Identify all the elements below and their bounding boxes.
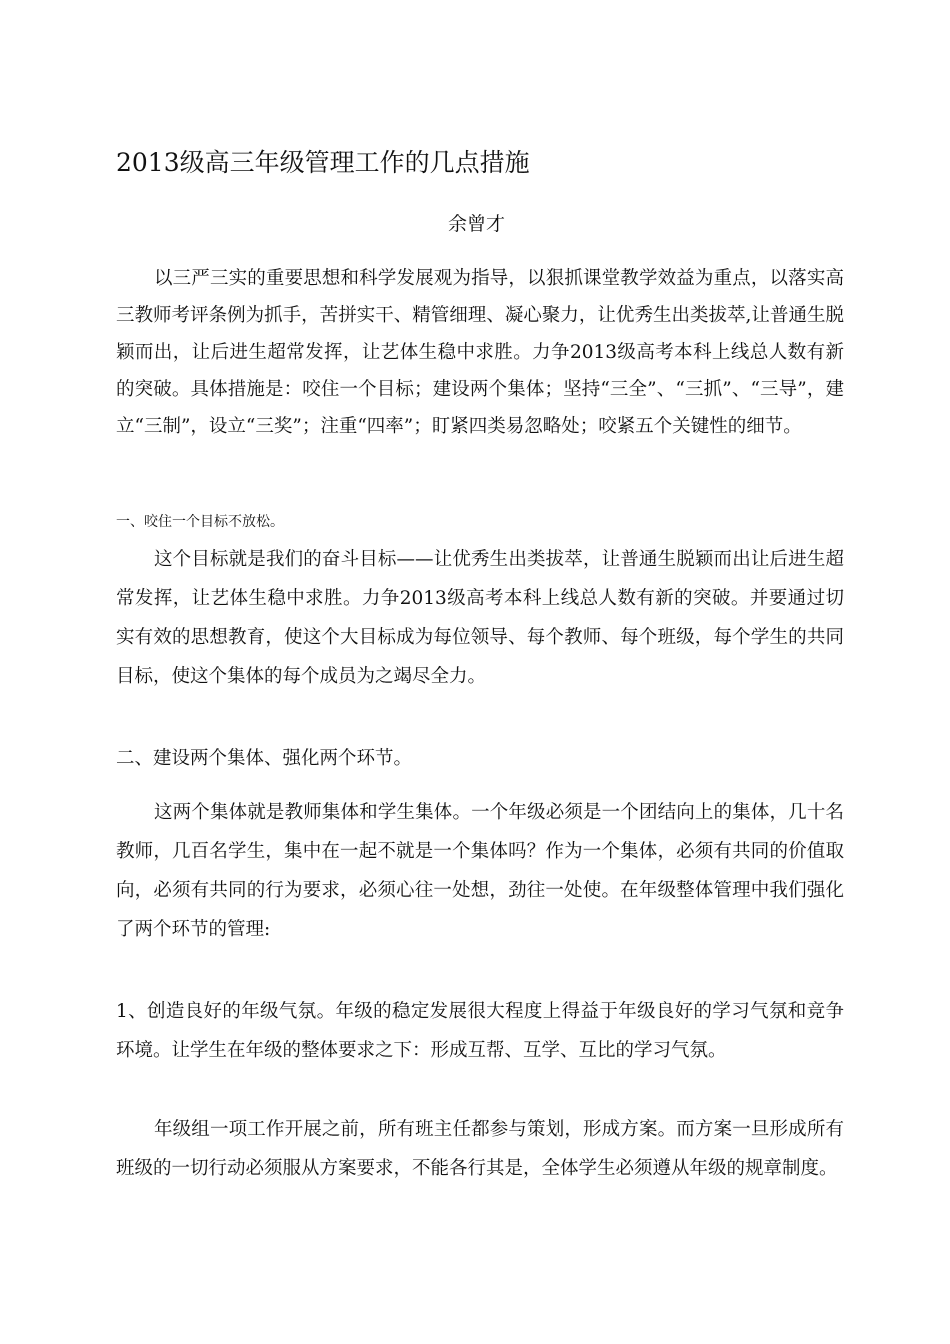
intro-paragraph: 以三严三实的重要思想和科学发展观为指导，以狠抓课堂教学效益为重点，以落实高三教师考评条例为抓手，苦拼实干、精管细理、凝心聚力，让优秀生出类拔萃,让普通生脱颖而出，让后进生超常发挥，让艺体生稳中求胜。力争2013级高考本科上线总人数有新的突破。具体措施是：咬住一个目标；建设两个集体；坚持“三全”、“三抓”、“三导”，建立“三制”，设立“三奖”；注重“四率”；盯紧四类易忽略处；咬紧五个关键性的细节。	[116, 268, 844, 437]
item1-continuation-paragraph: 年级组一项工作开展之前，所有班主任都参与策划，形成方案。而方案一旦形成所有班级的一切行动必须服从方案要求，不能各行其是，全体学生必须遵从年级的规章制度。	[116, 1119, 844, 1179]
document-title: 2013级高三年级管理工作的几点措施	[116, 148, 530, 177]
section1-heading: 一、咬住一个目标不放松。	[116, 514, 284, 530]
document-author: 余曾才	[448, 213, 506, 235]
section2-paragraph: 这两个集体就是教师集体和学生集体。一个年级必须是一个团结向上的集体，几十名教师，几百名学生，集中在一起不就是一个集体吗？作为一个集体，必须有共同的价值取向，必须有共同的行为要求，必须心往一处想，劲往一处使。在年级整体管理中我们强化了两个环节的管理:	[116, 802, 844, 940]
section1-paragraph: 这个目标就是我们的奋斗目标——让优秀生出类拔萃，让普通生脱颖而出让后进生超常发挥，让艺体生稳中求胜。力争2013级高考本科上线总人数有新的突破。并要通过切实有效的思想教育，使这个大目标成为每位领导、每个教师、每个班级，每个学生的共同目标，使这个集体的每个成员为之竭尽全力。	[116, 549, 844, 687]
section2-heading: 二、建设两个集体、强化两个环节。	[116, 748, 413, 769]
item1-paragraph: 1、创造良好的年级气氛。年级的稳定发展很大程度上得益于年级良好的学习气氛和竞争环境。让学生在年级的整体要求之下：形成互帮、互学、互比的学习气氛。	[116, 1001, 844, 1061]
